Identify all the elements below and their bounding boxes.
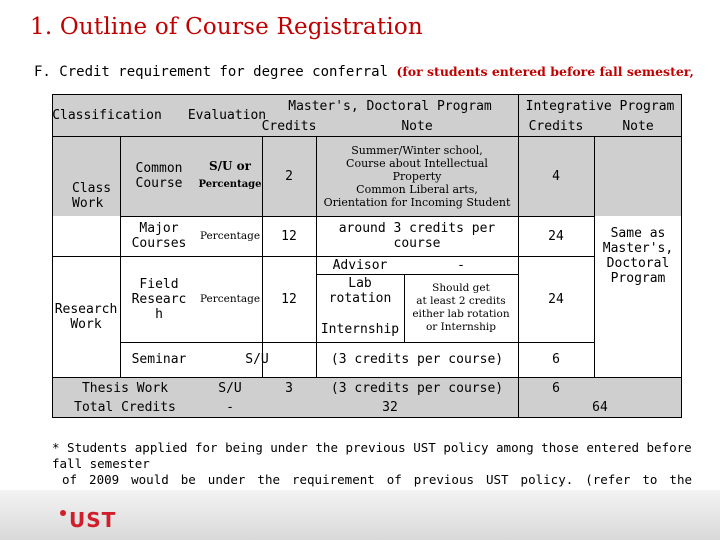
- header-int-note: Note: [622, 118, 654, 134]
- advisor-note: -: [457, 257, 465, 273]
- subtitle-text: F. Credit requirement for degree conferral: [34, 64, 397, 80]
- field-int-credits: 24: [548, 291, 564, 307]
- advisor-label: Advisor: [332, 257, 388, 273]
- logo-dot-icon: [60, 510, 66, 516]
- header-integrative-program: Integrative Program: [525, 98, 675, 114]
- header-masters-program: Master's, Doctoral Program: [288, 98, 492, 114]
- su-or-label: S/U or: [208, 158, 252, 173]
- subtitle: [34, 64, 694, 80]
- thesis-note: (3 credits per course): [330, 380, 504, 396]
- thesis-credits: 3: [285, 380, 293, 396]
- field-credits: 12: [281, 291, 297, 307]
- header-note: Note: [401, 118, 433, 134]
- major-courses-label: Major Courses: [131, 221, 187, 251]
- header-evaluation: Evaluation: [187, 107, 267, 123]
- field-research-label: Field Researc h: [131, 276, 187, 322]
- int-note-merged: Same as Master's, Doctoral Program: [602, 226, 674, 286]
- page-title: 1. Outline of Course Registration: [30, 14, 423, 40]
- common-note: Summer/Winter school, Course about Intellectual Property Common Liberal arts, Orientation for Incoming Student: [323, 143, 511, 209]
- thesis-eval: S/U: [218, 380, 242, 396]
- footnote-line-2: of 2009 would be under the requirement of previous UST policy. (refer to the: [62, 472, 692, 487]
- subtitle-highlight: (for students entered before fall semester,: [396, 64, 694, 79]
- total-credits: 32: [382, 400, 398, 415]
- ust-logo: [60, 508, 116, 532]
- major-eval: Percentage: [199, 229, 261, 242]
- total-eval: -: [226, 400, 234, 415]
- lab-rotation-label: Lab rotation: [328, 276, 392, 306]
- seminar-note: (3 credits per course): [330, 352, 504, 367]
- common-course-label: Common Course: [135, 161, 183, 191]
- header-credits: Credits: [261, 118, 317, 134]
- seminar-eval: S/U: [245, 352, 269, 367]
- percentage-bold-label: Percentage: [198, 178, 262, 190]
- thesis-int-credits: 6: [552, 380, 560, 396]
- footnote-line-1: * Students applied for being under the previous UST policy among those entered before fall semester: [52, 440, 692, 471]
- seminar-label: Seminar: [131, 352, 187, 367]
- logo-text: UST: [69, 508, 117, 532]
- internship-label: Internship: [320, 321, 400, 337]
- major-credits: 12: [281, 228, 297, 244]
- rule-advisor-bottom: [316, 274, 518, 275]
- class-work-label: Class Work: [72, 181, 112, 211]
- thesis-label: Thesis Work: [81, 380, 169, 396]
- major-int-credits: 24: [548, 228, 564, 244]
- total-label: Total Credits: [74, 400, 176, 415]
- header-int-credits: Credits: [528, 118, 584, 134]
- lab-note: Should get at least 2 credits either lab rotation or Internship: [412, 282, 510, 333]
- credit-table: [52, 94, 682, 418]
- header-classification: Classification: [52, 107, 162, 123]
- field-eval: Percentage: [199, 292, 261, 305]
- major-note: around 3 credits per course: [338, 221, 496, 251]
- rule-table-bottom: [52, 417, 682, 418]
- research-work-label: Research Work: [54, 301, 118, 332]
- total-int-credits: 64: [592, 400, 608, 415]
- common-int-credits: 4: [552, 168, 560, 184]
- seminar-int-credits: 6: [552, 352, 560, 367]
- common-credits: 2: [285, 168, 293, 184]
